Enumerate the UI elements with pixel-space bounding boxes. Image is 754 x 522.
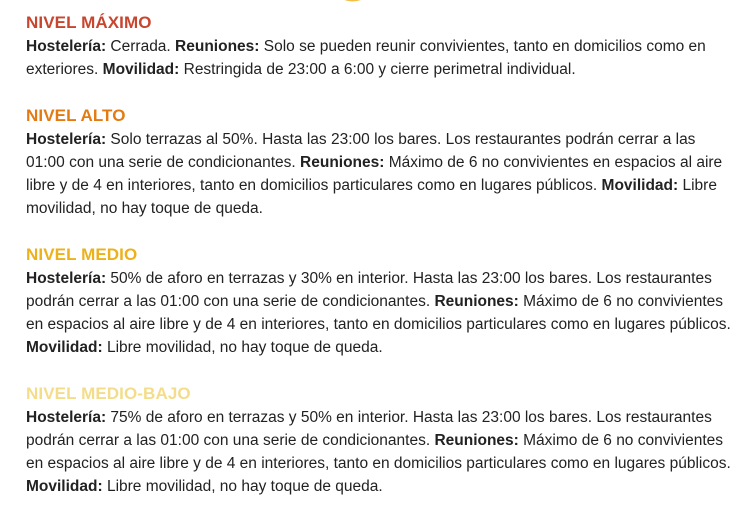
label-hosteleria: Hostelería: [26, 409, 107, 426]
text-hosteleria: Cerrada. [106, 38, 176, 55]
level-description-maximo [26, 35, 731, 81]
level-block-maximo [26, 12, 731, 81]
text-hosteleria: Solo terrazas al 50%. Hasta las 23:00 los bares. Los restaurantes podrán cerrar a las 01:00 con una serie de condicionantes. [26, 131, 696, 171]
text-reuniones: Máximo de 6 no convivientes en espacios al aire libre y de 4 en interiores, tanto en domicilios particulares como en lugares públicos. [26, 154, 723, 194]
text-reuniones: Máximo de 6 no convivientes en espacios al aire libre y de 4 en interiores, tanto en domicilios particulares como en lugares públicos. [26, 432, 731, 472]
text-movilidad: Libre movilidad, no hay toque de queda. [102, 339, 383, 356]
text-movilidad: Libre movilidad, no hay toque de queda. [102, 478, 383, 495]
level-description-alto [26, 128, 731, 220]
label-hosteleria: Hostelería: [26, 131, 107, 148]
level-title-alto: NIVEL ALTO [26, 106, 126, 125]
level-description-medio [26, 267, 731, 359]
text-movilidad: Libre movilidad, no hay toque de queda. [26, 177, 717, 217]
label-reuniones: Reuniones: [300, 154, 385, 171]
level-block-alto [26, 105, 731, 220]
top-decoration-graphic [322, 0, 552, 4]
label-movilidad: Movilidad: [102, 61, 180, 78]
label-movilidad: Movilidad: [26, 339, 103, 356]
label-reuniones: Reuniones: [175, 38, 260, 55]
label-movilidad: Movilidad: [26, 478, 103, 495]
level-block-medio [26, 244, 731, 359]
text-movilidad: Restringida de 23:00 a 6:00 y cierre perimetral individual. [179, 61, 576, 78]
level-block-medio-bajo [26, 383, 731, 498]
label-reuniones: Reuniones: [434, 293, 519, 310]
text-reuniones: Máximo de 6 no convivientes en espacios al aire libre y de 4 en interiores, tanto en domicilios particulares como en lugares públicos. [26, 293, 731, 333]
restriction-levels-list [26, 12, 731, 522]
label-reuniones: Reuniones: [434, 432, 519, 449]
level-title-medio: NIVEL MEDIO [26, 245, 138, 264]
level-title-medio-bajo: NIVEL MEDIO-BAJO [26, 384, 191, 403]
level-description-medio-bajo [26, 406, 731, 498]
text-hosteleria: 75% de aforo en terrazas y 50% en interior. Hasta las 23:00 los bares. Los restaurantes podrán cerrar a las 01:00 con una serie de condicionantes. [26, 409, 712, 449]
text-reuniones: Solo se pueden reunir convivientes, tanto en domicilios como en exteriores. [26, 38, 706, 78]
level-title-maximo: NIVEL MÁXIMO [26, 13, 152, 32]
label-hosteleria: Hostelería: [26, 38, 107, 55]
label-hosteleria: Hostelería: [26, 270, 107, 287]
label-movilidad: Movilidad: [601, 177, 679, 194]
text-hosteleria: 50% de aforo en terrazas y 30% en interior. Hasta las 23:00 los bares. Los restaurantes podrán cerrar a las 01:00 con una serie de condicionantes. [26, 270, 712, 310]
